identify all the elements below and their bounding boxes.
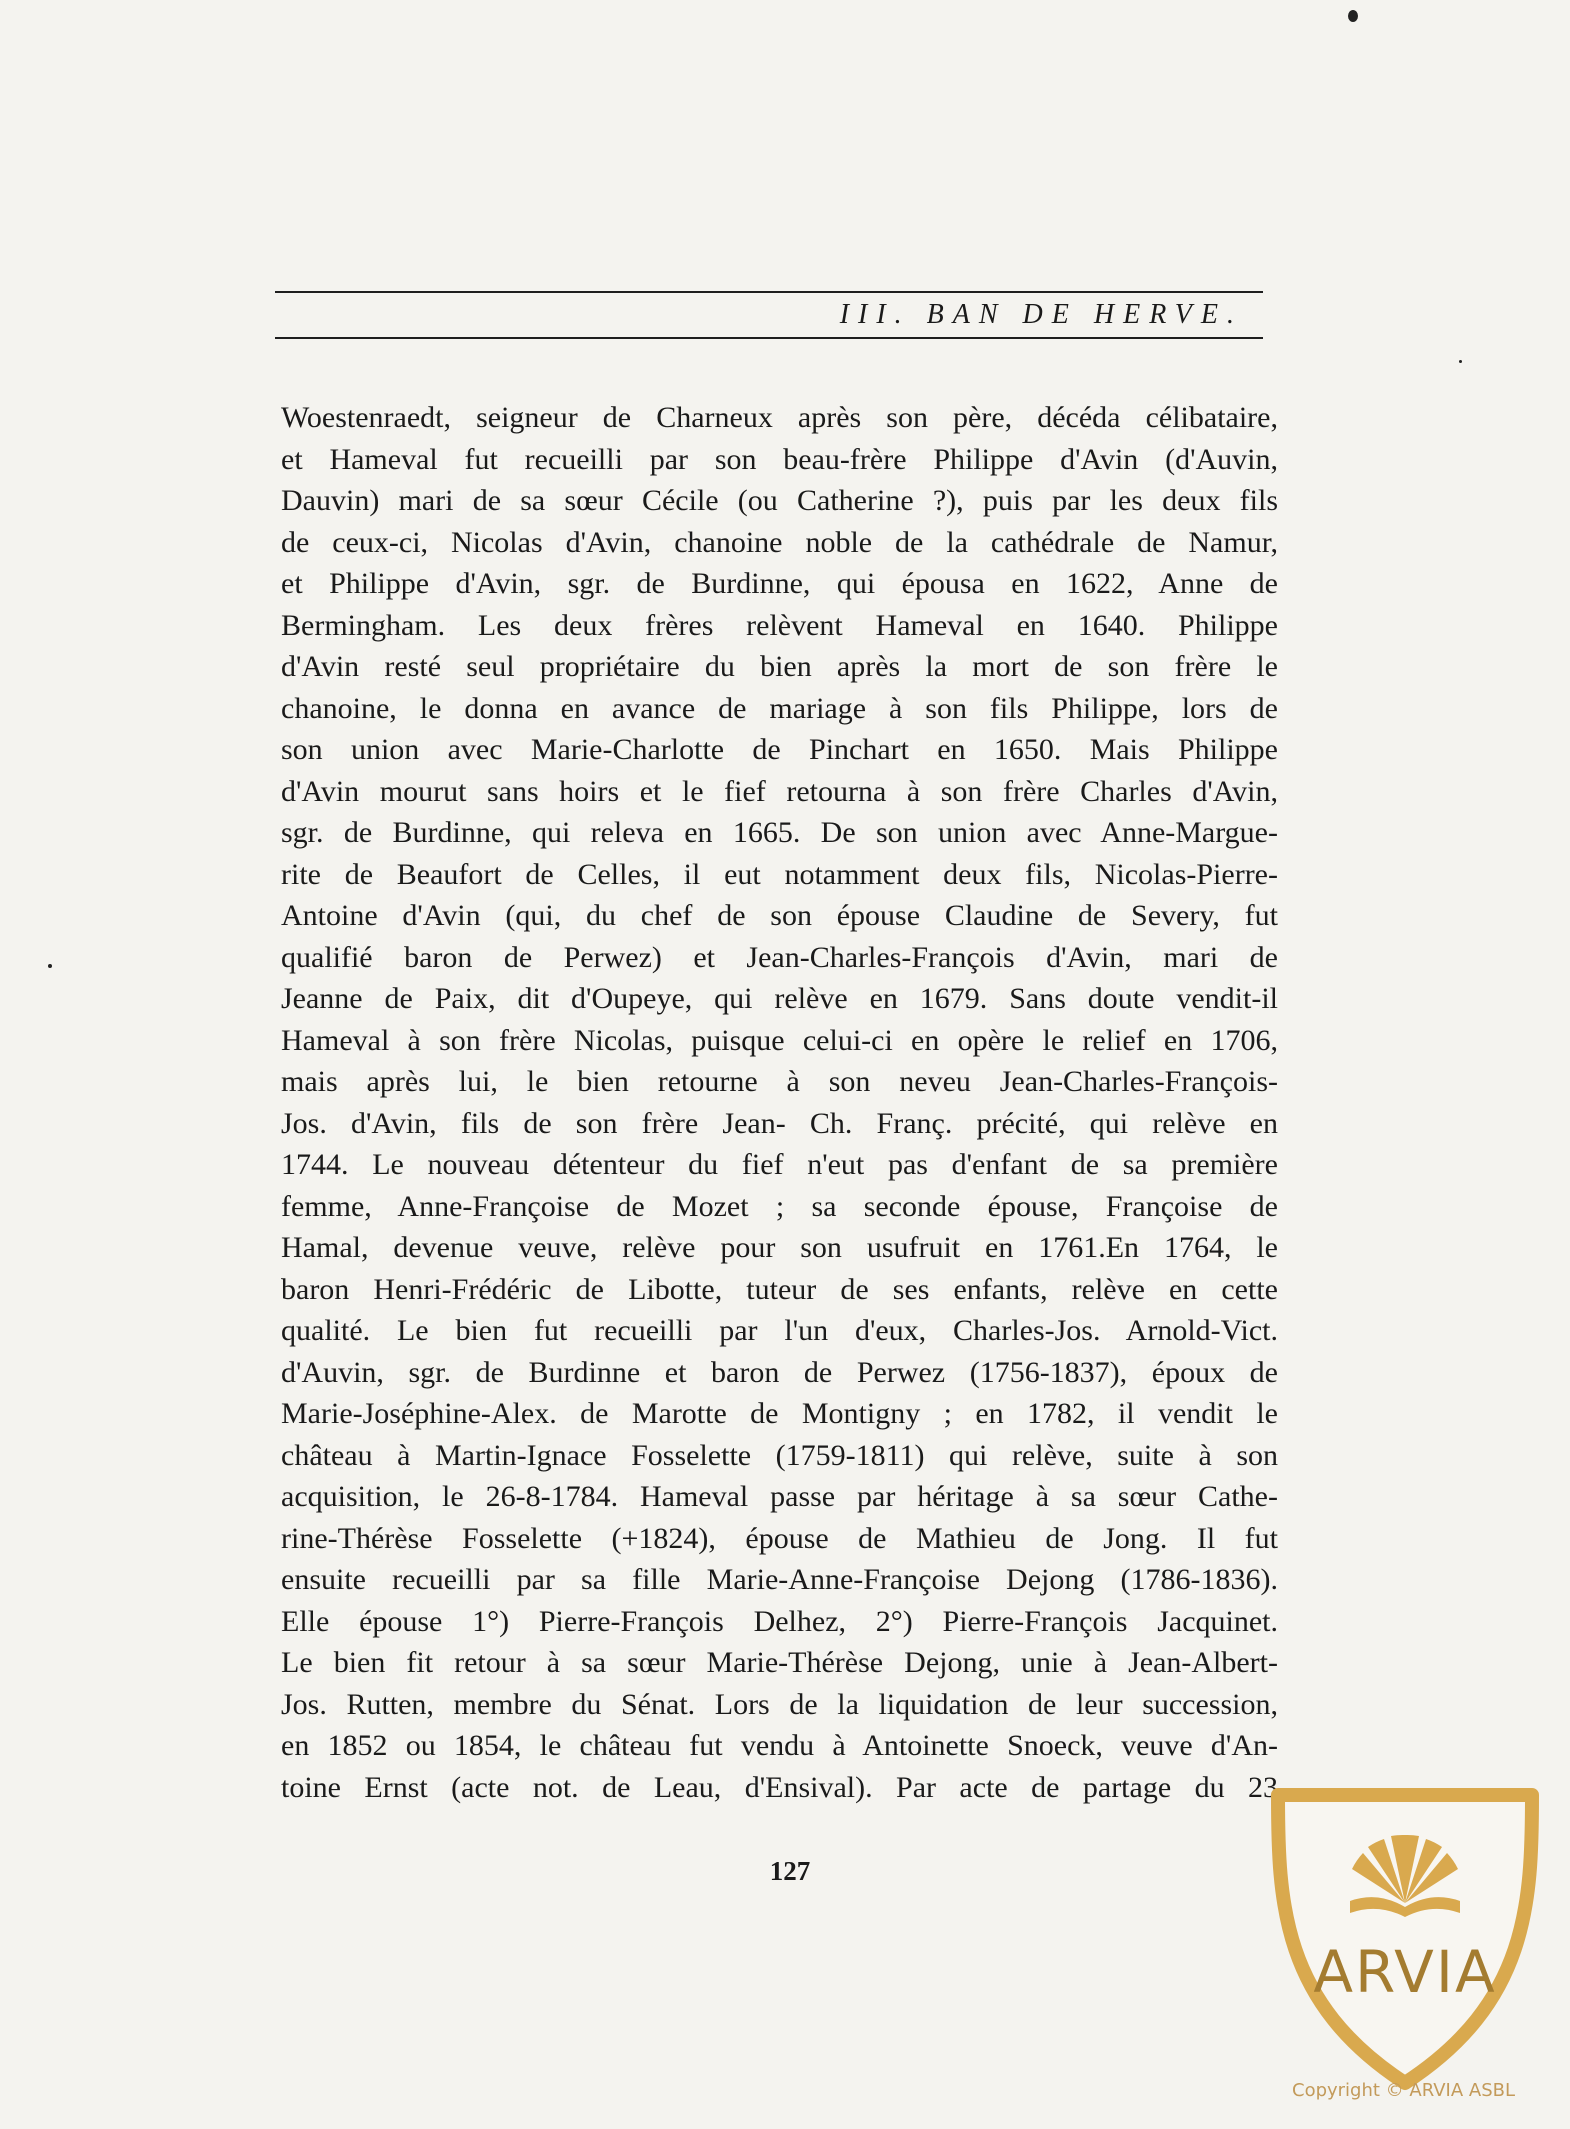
text-line: de ceux-ci, Nicolas d'Avin, chanoine noble de la cathédrale de Namur, (281, 525, 1278, 559)
ink-speck (1459, 360, 1462, 363)
text-line: chanoine, le donna en avance de mariage à son fils Philippe, lors de (281, 691, 1278, 725)
body-text (281, 397, 1278, 1808)
text-line: en 1852 ou 1854, le château fut vendu à Antoinette Snoeck, veuve d'An- (281, 1729, 1278, 1762)
text-line: mais après lui, le bien retourne à son neveu Jean-Charles-François- (281, 1065, 1278, 1098)
arvia-logo (1260, 1783, 1550, 2095)
copyright-notice: Copyright © ARVIA ASBL (1292, 2080, 1516, 2101)
text-line: rine-Thérèse Fosselette (+1824), épouse de Mathieu de Jong. Il fut (281, 1521, 1278, 1555)
text-line: Woestenraedt, seigneur de Charneux après son père, décéda célibataire, (281, 401, 1278, 434)
text-line: Dauvin) mari de sa sœur Cécile (ou Catherine ?), puis par les deux fils (281, 484, 1278, 517)
text-line: Le bien fit retour à sa sœur Marie-Thérèse Dejong, unie à Jean-Albert- (281, 1646, 1278, 1679)
text-line: 1744. Le nouveau détenteur du fief n'eut pas d'enfant de sa première (281, 1148, 1278, 1181)
text-line: rite de Beaufort de Celles, il eut notamment deux fils, Nicolas-Pierre- (281, 857, 1278, 891)
text-line: son union avec Marie-Charlotte de Pinchart en 1650. Mais Philippe (281, 733, 1278, 766)
running-header (275, 291, 1263, 339)
running-title: III. BAN DE HERVE. (839, 299, 1243, 330)
logo-text: ARVIA (1313, 1938, 1497, 2006)
text-line: Bermingham. Les deux frères relèvent Hameval en 1640. Philippe (281, 608, 1278, 642)
ink-speck (1348, 10, 1358, 22)
text-line: château à Martin-Ignace Fosselette (1759-1811) qui relève, suite à son (281, 1438, 1278, 1472)
text-line: Hameval à son frère Nicolas, puisque celui-ci en opère le relief en 1706, (281, 1023, 1278, 1057)
text-line: Jeanne de Paix, dit d'Oupeye, qui relève en 1679. Sans doute vendit-il (281, 982, 1278, 1015)
text-line: acquisition, le 26-8-1784. Hameval passe par héritage à sa sœur Cathe- (281, 1480, 1278, 1513)
text-line: Jos. d'Avin, fils de son frère Jean- Ch. Franç. précité, qui relève en (281, 1106, 1278, 1140)
text-line: qualité. Le bien fut recueilli par l'un d'eux, Charles-Jos. Arnold-Vict. (281, 1314, 1278, 1347)
text-line: Hamal, devenue veuve, relève pour son usufruit en 1761.En 1764, le (281, 1231, 1278, 1264)
text-line: Jos. Rutten, membre du Sénat. Lors de la liquidation de leur succession, (281, 1687, 1278, 1721)
text-line: Elle épouse 1°) Pierre-François Delhez, 2°) Pierre-François Jacquinet. (281, 1604, 1278, 1638)
text-line: et Philippe d'Avin, sgr. de Burdinne, qui épousa en 1622, Anne de (281, 567, 1278, 600)
text-line: toine Ernst (acte not. de Leau, d'Ensival). Par acte de partage du 23 (281, 1770, 1278, 1804)
text-line: d'Avin resté seul propriétaire du bien après la mort de son frère le (281, 650, 1278, 683)
page-number: 127 (769, 1856, 811, 1886)
text-line: sgr. de Burdinne, qui releva en 1665. De son union avec Anne-Margue- (281, 816, 1278, 849)
text-line: qualifié baron de Perwez) et Jean-Charles-François d'Avin, mari de (281, 940, 1278, 974)
text-line: Marie-Joséphine-Alex. de Marotte de Montigny ; en 1782, il vendit le (281, 1397, 1278, 1430)
text-line: ensuite recueilli par sa fille Marie-Anne-Françoise Dejong (1786-1836). (281, 1563, 1278, 1596)
text-line: d'Avin mourut sans hoirs et le fief retourna à son frère Charles d'Avin, (281, 774, 1278, 808)
ink-speck (48, 964, 52, 968)
text-line: Antoine d'Avin (qui, du chef de son épouse Claudine de Severy, fut (281, 899, 1278, 932)
text-line: et Hameval fut recueilli par son beau-frère Philippe d'Avin (d'Auvin, (281, 442, 1278, 476)
text-line: baron Henri-Frédéric de Libotte, tuteur de ses enfants, relève en cette (281, 1272, 1278, 1306)
text-line: femme, Anne-Françoise de Mozet ; sa seconde épouse, Françoise de (281, 1189, 1278, 1223)
text-line: d'Auvin, sgr. de Burdinne et baron de Perwez (1756-1837), époux de (281, 1355, 1278, 1389)
